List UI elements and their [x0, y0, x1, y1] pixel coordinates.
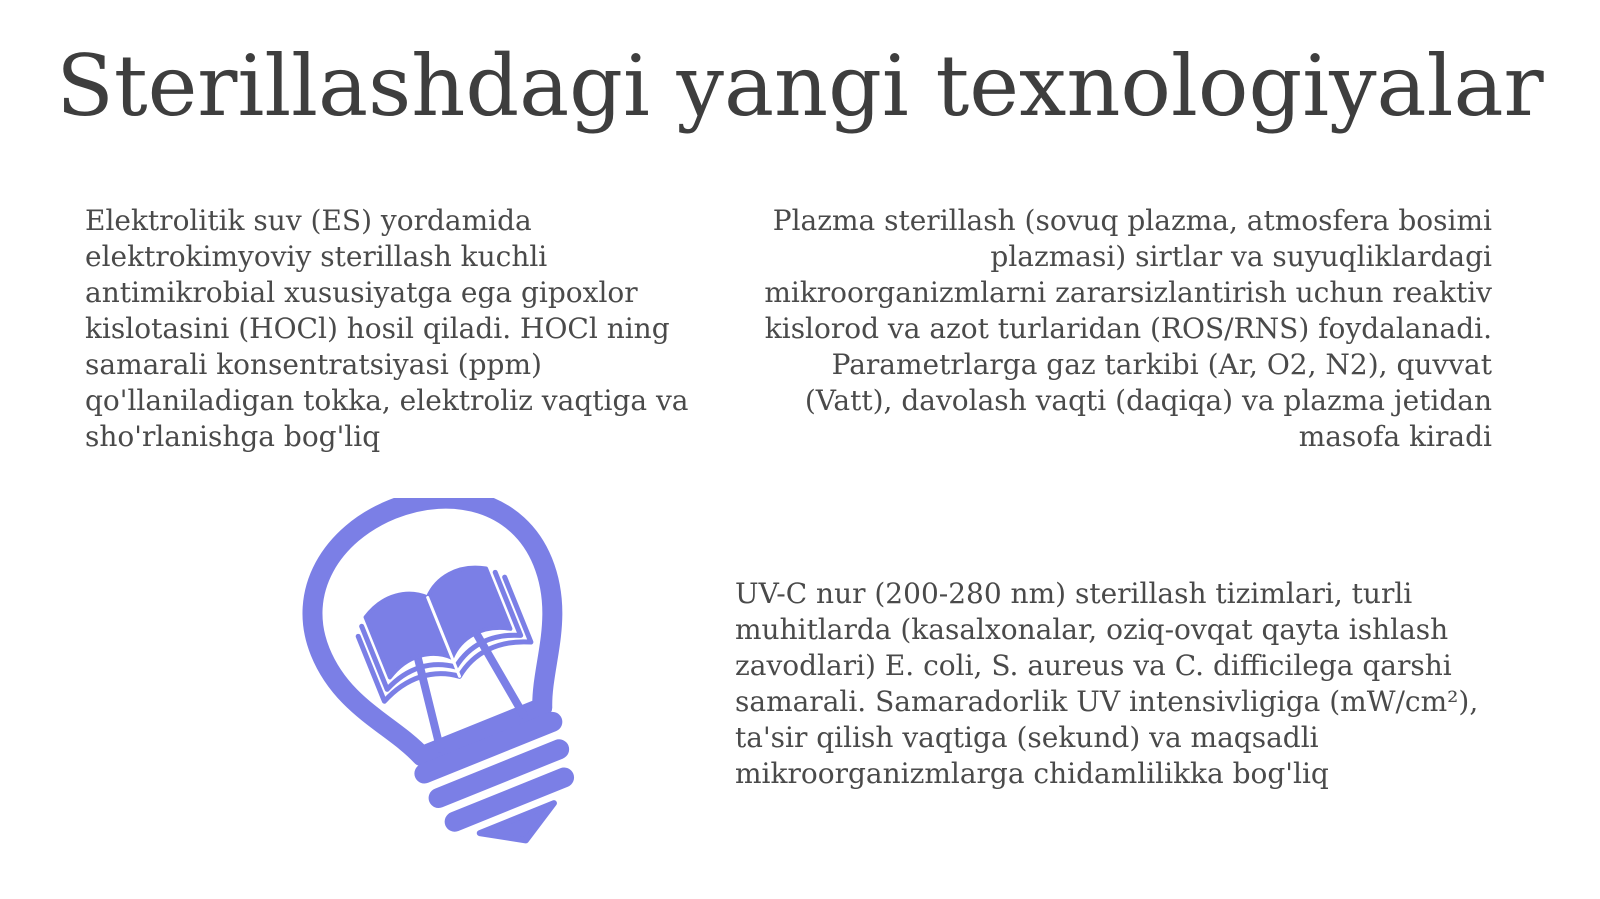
lightbulb-book-icon [200, 498, 630, 858]
electrolytic-water-paragraph: Elektrolitik suv (ES) yordamida elektrokimyoviy sterillash kuchli antimikrobial xususiyatga ega gipoxlor kislotasini (HOCl) hosil qiladi. HOCl ning samarali konsentratsiyasi (ppm) qo'llaniladigan tokka, elektroliz vaqtiga va sho'rlanishga bog'liq [85, 204, 689, 453]
slide-title: Sterillashdagi yangi texnologiyalar [56, 37, 1544, 135]
plasma-sterilization-paragraph: Plazma sterillash (sovuq plazma, atmosfera bosimi plazmasi) sirtlar va suyuqliklardagi mikroorganizmlarni zararsizlantirish uchun reaktiv kislorod va azot turlaridan (ROS/RNS) foydalanadi. Parametrlarga gaz tarkibi (Ar, O2, N2), quvvat (Vatt), davolash vaqti (daqiqa) va plazma jetidan masofa kiradi [764, 204, 1492, 453]
uvc-sterilization-paragraph: UV-C nur (200-280 nm) sterillash tizimlari, turli muhitlarda (kasalxonalar, oziq-ovqat qayta ishlash zavodlari) E. coli, S. aureus va C. difficilega qarshi samarali. Samaradorlik UV intensivligiga (mW/cm²), ta'sir qilish vaqtiga (sekund) va maqsadli mikroorganizmlarga chidamlilikka bog'liq [735, 577, 1479, 790]
